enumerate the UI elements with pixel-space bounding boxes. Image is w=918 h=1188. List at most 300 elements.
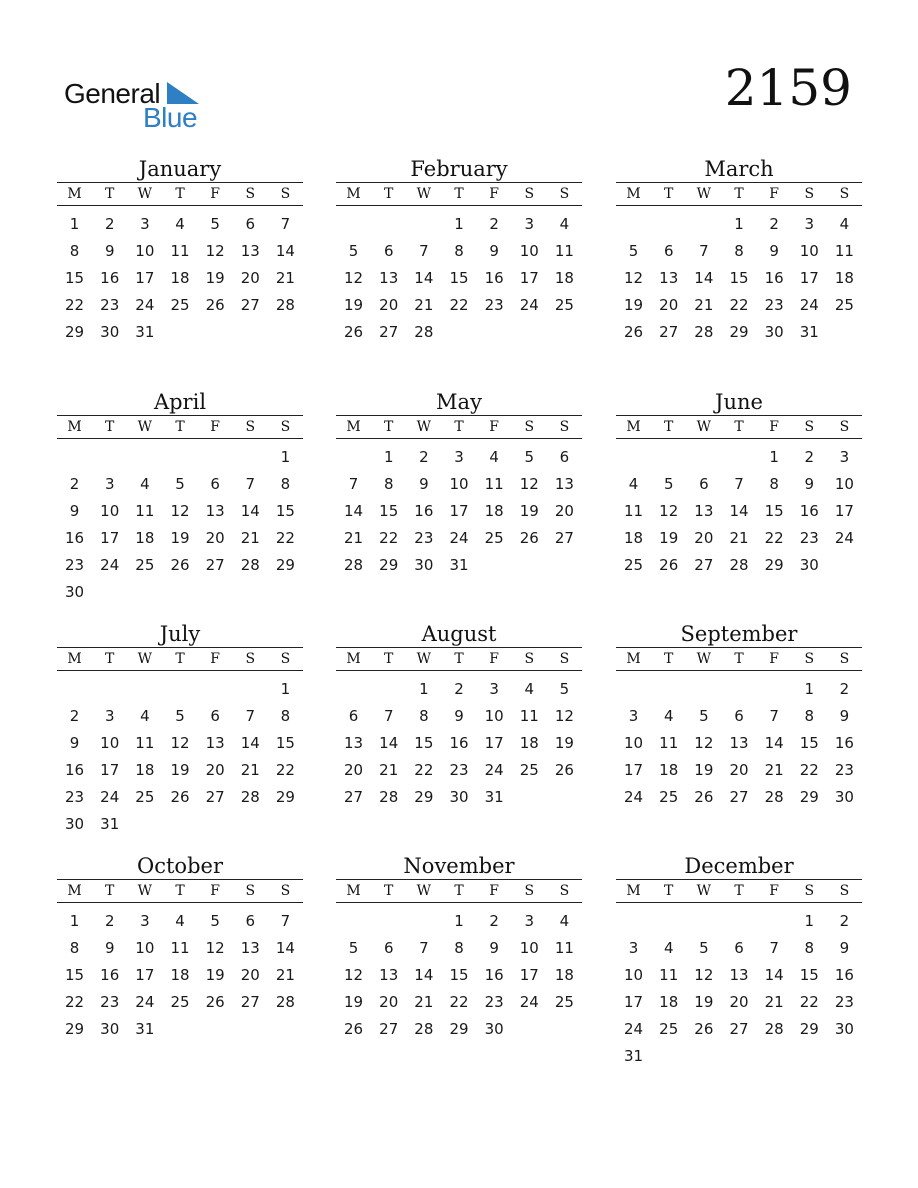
day-cell: [162, 318, 197, 345]
day-cell: 4: [175, 214, 185, 233]
day-cell: 15: [275, 733, 295, 752]
weekday-header: T: [441, 183, 476, 206]
day-cell: [336, 206, 371, 238]
day-cell: 22: [414, 760, 434, 779]
day-cell: 23: [100, 992, 120, 1011]
day-cell: 28: [414, 1019, 434, 1038]
day-cell: 13: [240, 938, 260, 957]
weekday-header: W: [406, 416, 441, 439]
day-cell: 3: [839, 447, 850, 466]
day-cell: 29: [799, 787, 819, 806]
weekday-header: S: [792, 880, 827, 903]
day-cell: 2: [839, 679, 850, 698]
weekday-header: S: [512, 416, 547, 439]
week-row: [57, 810, 303, 837]
day-cell: 21: [764, 992, 784, 1011]
day-cell: 19: [344, 295, 364, 314]
weekday-header: F: [198, 183, 233, 206]
day-cell: [547, 551, 582, 578]
day-cell: 16: [834, 733, 854, 752]
day-cell: 2: [69, 706, 80, 725]
day-cell: 16: [100, 965, 120, 984]
day-cell: 8: [69, 241, 80, 260]
day-cell: [233, 671, 268, 703]
day-cell: 15: [414, 733, 434, 752]
day-cell: 4: [559, 911, 570, 930]
day-cell: 31: [449, 555, 469, 574]
day-cell: 23: [834, 992, 854, 1011]
day-cell: [92, 439, 127, 471]
day-cell: [827, 1042, 862, 1069]
month-table: [336, 879, 582, 1042]
day-cell: 14: [275, 241, 295, 260]
day-cell: 30: [100, 1019, 120, 1038]
week-row: [57, 1015, 303, 1042]
day-cell: 26: [205, 295, 225, 314]
day-cell: 28: [240, 787, 260, 806]
day-cell: 29: [65, 1019, 85, 1038]
day-cell: 27: [240, 992, 260, 1011]
day-cell: [127, 671, 162, 703]
day-cell: 19: [519, 501, 539, 520]
day-cell: 19: [344, 992, 364, 1011]
day-cell: 30: [834, 787, 854, 806]
weekday-header: S: [547, 880, 582, 903]
month-title: January: [138, 157, 222, 181]
month-january: [57, 156, 303, 345]
day-cell: 25: [554, 992, 574, 1011]
day-cell: [162, 1015, 197, 1042]
day-cell: 22: [449, 992, 469, 1011]
weekday-header: W: [406, 183, 441, 206]
week-row: [57, 756, 303, 783]
day-cell: 4: [140, 706, 150, 725]
day-cell: 6: [699, 474, 709, 493]
weekday-header: M: [616, 648, 651, 671]
weekday-header: S: [268, 183, 303, 206]
day-cell: 1: [769, 447, 779, 466]
day-cell: 3: [104, 474, 115, 493]
day-cell: 27: [694, 555, 714, 574]
day-cell: [233, 578, 268, 605]
day-cell: 4: [839, 214, 850, 233]
day-cell: 19: [205, 965, 225, 984]
day-cell: [616, 671, 651, 703]
day-cell: 25: [135, 555, 155, 574]
day-cell: 17: [519, 268, 539, 287]
day-cell: 27: [240, 295, 260, 314]
month-table: [336, 415, 582, 578]
day-cell: [547, 318, 582, 345]
month-november: [336, 853, 582, 1042]
day-cell: 18: [484, 501, 504, 520]
day-cell: 24: [519, 992, 539, 1011]
day-cell: 20: [379, 992, 399, 1011]
weekday-header: F: [477, 880, 512, 903]
weekday-header: F: [757, 416, 792, 439]
day-cell: 10: [484, 706, 504, 725]
day-cell: 25: [659, 1019, 679, 1038]
day-cell: 27: [659, 322, 679, 341]
day-cell: 20: [379, 295, 399, 314]
month-october: [57, 853, 303, 1042]
week-row: [57, 206, 303, 238]
month-table: [616, 647, 862, 810]
day-cell: 9: [489, 938, 499, 957]
day-cell: 12: [694, 965, 714, 984]
weekday-header: T: [441, 880, 476, 903]
day-cell: 11: [519, 706, 539, 725]
day-cell: 20: [694, 528, 714, 547]
day-cell: [547, 783, 582, 810]
day-cell: 26: [344, 1019, 364, 1038]
day-cell: 22: [799, 760, 819, 779]
week-row: [336, 551, 582, 578]
day-cell: 2: [69, 474, 80, 493]
day-cell: 26: [624, 322, 644, 341]
month-july: [57, 621, 303, 837]
day-cell: [721, 903, 756, 935]
month-table: [336, 647, 582, 810]
day-cell: 13: [205, 501, 225, 520]
day-cell: 11: [135, 733, 155, 752]
day-cell: 16: [834, 965, 854, 984]
day-cell: 20: [205, 528, 225, 547]
day-cell: [757, 671, 792, 703]
day-cell: [477, 551, 512, 578]
day-cell: 5: [663, 474, 674, 493]
day-cell: 19: [659, 528, 679, 547]
day-cell: 26: [694, 787, 714, 806]
week-row: [336, 524, 582, 551]
weekday-header: T: [371, 183, 406, 206]
day-cell: [512, 783, 547, 810]
day-cell: 21: [764, 760, 784, 779]
day-cell: [198, 318, 233, 345]
day-cell: 22: [449, 295, 469, 314]
day-cell: 4: [663, 938, 674, 957]
day-cell: 18: [170, 268, 190, 287]
week-row: [57, 961, 303, 988]
day-cell: 18: [519, 733, 539, 752]
day-cell: 25: [484, 528, 504, 547]
day-cell: 11: [484, 474, 504, 493]
week-row: [616, 934, 862, 961]
day-cell: 4: [628, 474, 639, 493]
day-cell: 23: [834, 760, 854, 779]
day-cell: 16: [65, 528, 85, 547]
day-cell: [477, 318, 512, 345]
day-cell: 10: [449, 474, 469, 493]
day-cell: 19: [694, 992, 714, 1011]
day-cell: 27: [729, 1019, 749, 1038]
weekday-header: S: [547, 416, 582, 439]
weekday-header: T: [721, 183, 756, 206]
day-cell: [57, 439, 92, 471]
day-cell: 24: [100, 787, 120, 806]
weekday-header: T: [651, 183, 686, 206]
day-cell: 8: [454, 938, 464, 957]
weekday-header: S: [827, 880, 862, 903]
day-cell: 2: [104, 911, 115, 930]
day-cell: 27: [379, 322, 399, 341]
weekday-header: S: [512, 183, 547, 206]
weekday-header: W: [406, 648, 441, 671]
week-row: [336, 439, 582, 471]
day-cell: 10: [100, 501, 120, 520]
day-cell: 29: [449, 1019, 469, 1038]
day-cell: 30: [414, 555, 434, 574]
logo-text-blue: Blue: [143, 102, 198, 133]
weekday-header: S: [827, 648, 862, 671]
day-cell: 25: [659, 787, 679, 806]
day-cell: 22: [764, 528, 784, 547]
day-cell: [233, 810, 268, 837]
day-cell: 18: [659, 760, 679, 779]
day-cell: 13: [729, 965, 749, 984]
day-cell: 21: [275, 268, 295, 287]
month-title: November: [403, 854, 515, 878]
week-row: [336, 756, 582, 783]
month-title: October: [137, 854, 223, 878]
day-cell: 6: [383, 241, 394, 260]
day-cell: 23: [65, 787, 85, 806]
day-cell: 30: [449, 787, 469, 806]
day-cell: 29: [729, 322, 749, 341]
day-cell: [721, 671, 756, 703]
weekday-header: S: [268, 880, 303, 903]
day-cell: 29: [799, 1019, 819, 1038]
weekday-header: M: [57, 880, 92, 903]
week-row: [616, 551, 862, 578]
week-row: [616, 961, 862, 988]
weekday-header: M: [336, 648, 371, 671]
day-cell: [757, 903, 792, 935]
day-cell: 13: [554, 474, 574, 493]
weekday-header: W: [406, 880, 441, 903]
weekday-header: S: [268, 416, 303, 439]
day-cell: 23: [100, 295, 120, 314]
day-cell: 12: [554, 706, 574, 725]
day-cell: 26: [554, 760, 574, 779]
day-cell: 30: [65, 582, 85, 601]
day-cell: [651, 903, 686, 935]
weekday-header: T: [651, 648, 686, 671]
day-cell: 12: [694, 733, 714, 752]
week-row: [336, 470, 582, 497]
month-title: March: [704, 157, 774, 181]
weekday-header: T: [371, 416, 406, 439]
day-cell: 27: [554, 528, 574, 547]
day-cell: 4: [489, 447, 499, 466]
day-cell: 17: [519, 965, 539, 984]
weekday-header: M: [336, 183, 371, 206]
month-title: July: [159, 622, 201, 646]
day-cell: 6: [663, 241, 674, 260]
day-cell: 6: [245, 911, 256, 930]
day-cell: 23: [764, 295, 784, 314]
day-cell: 1: [804, 911, 815, 930]
day-cell: 1: [69, 214, 80, 233]
day-cell: [686, 903, 721, 935]
day-cell: 7: [769, 706, 779, 725]
day-cell: 27: [205, 555, 225, 574]
month-table: [57, 415, 303, 605]
week-row: [336, 497, 582, 524]
day-cell: 23: [65, 555, 85, 574]
week-row: [616, 237, 862, 264]
day-cell: 11: [170, 938, 190, 957]
day-cell: 5: [210, 911, 220, 930]
day-cell: 14: [414, 965, 434, 984]
day-cell: 30: [65, 814, 85, 833]
day-cell: 14: [414, 268, 434, 287]
week-row: [336, 291, 582, 318]
day-cell: [512, 551, 547, 578]
day-cell: 26: [344, 322, 364, 341]
day-cell: 7: [734, 474, 744, 493]
day-cell: [198, 578, 233, 605]
week-row: [57, 551, 303, 578]
week-row: [336, 237, 582, 264]
day-cell: 5: [524, 447, 535, 466]
day-cell: 22: [729, 295, 749, 314]
day-cell: 21: [240, 528, 260, 547]
day-cell: 20: [205, 760, 225, 779]
day-cell: 12: [659, 501, 679, 520]
day-cell: 20: [729, 760, 749, 779]
day-cell: [686, 671, 721, 703]
weekday-header: S: [827, 183, 862, 206]
day-cell: 13: [379, 268, 399, 287]
weekday-header: S: [792, 416, 827, 439]
day-cell: [441, 318, 476, 345]
day-cell: 3: [454, 447, 464, 466]
day-cell: 20: [240, 268, 260, 287]
day-cell: 17: [100, 528, 120, 547]
month-august: [336, 621, 582, 810]
week-row: [57, 524, 303, 551]
day-cell: 4: [663, 706, 674, 725]
week-row: [336, 702, 582, 729]
day-cell: 17: [484, 733, 504, 752]
week-row: [336, 988, 582, 1015]
day-cell: 21: [344, 528, 364, 547]
day-cell: 24: [799, 295, 819, 314]
day-cell: 14: [240, 733, 260, 752]
day-cell: 9: [69, 501, 80, 520]
day-cell: 3: [104, 706, 115, 725]
day-cell: 31: [135, 322, 155, 341]
day-cell: 27: [344, 787, 364, 806]
weekday-header: W: [686, 183, 721, 206]
weekday-header: S: [792, 183, 827, 206]
month-june: [616, 389, 862, 578]
day-cell: 12: [170, 733, 190, 752]
day-cell: 30: [484, 1019, 504, 1038]
week-row: [57, 783, 303, 810]
month-title: May: [436, 390, 482, 414]
day-cell: 10: [799, 241, 819, 260]
day-cell: 9: [69, 733, 80, 752]
day-cell: 19: [554, 733, 574, 752]
day-cell: 6: [559, 447, 570, 466]
day-cell: 29: [379, 555, 399, 574]
day-cell: 24: [484, 760, 504, 779]
weekday-header: T: [162, 880, 197, 903]
day-cell: [547, 1015, 582, 1042]
day-cell: 19: [170, 528, 190, 547]
day-cell: 23: [414, 528, 434, 547]
day-cell: 21: [414, 295, 434, 314]
week-row: [336, 729, 582, 756]
day-cell: [336, 903, 371, 935]
weekday-header: F: [477, 183, 512, 206]
week-row: [336, 961, 582, 988]
day-cell: 26: [659, 555, 679, 574]
week-row: [57, 578, 303, 605]
weekday-header: M: [616, 880, 651, 903]
weekday-header: S: [547, 648, 582, 671]
day-cell: 7: [348, 474, 359, 493]
day-cell: 23: [484, 295, 504, 314]
day-cell: 15: [799, 965, 819, 984]
day-cell: 6: [210, 706, 220, 725]
day-cell: 28: [729, 555, 749, 574]
week-row: [336, 206, 582, 238]
week-row: [336, 1015, 582, 1042]
day-cell: 24: [624, 1019, 644, 1038]
weekday-header: S: [233, 648, 268, 671]
week-row: [616, 671, 862, 703]
day-cell: 31: [100, 814, 120, 833]
day-cell: 15: [275, 501, 295, 520]
day-cell: 25: [624, 555, 644, 574]
day-cell: [686, 206, 721, 238]
day-cell: [92, 671, 127, 703]
weekday-header: T: [721, 880, 756, 903]
weekday-header: T: [721, 648, 756, 671]
day-cell: 14: [379, 733, 399, 752]
day-cell: 18: [170, 965, 190, 984]
month-title: August: [421, 622, 497, 646]
day-cell: 24: [834, 528, 854, 547]
day-cell: 8: [804, 706, 815, 725]
logo-triangle-icon: [167, 82, 199, 104]
day-cell: 15: [799, 733, 819, 752]
day-cell: 21: [275, 965, 295, 984]
week-row: [616, 988, 862, 1015]
day-cell: 17: [834, 501, 854, 520]
week-row: [57, 470, 303, 497]
day-cell: 11: [170, 241, 190, 260]
day-cell: [268, 318, 303, 345]
day-cell: 8: [419, 706, 429, 725]
day-cell: 2: [454, 679, 464, 698]
weekday-header: S: [268, 648, 303, 671]
day-cell: 11: [624, 501, 644, 520]
generalblue-logo: [64, 76, 204, 136]
day-cell: 14: [240, 501, 260, 520]
day-cell: 24: [449, 528, 469, 547]
day-cell: 19: [694, 760, 714, 779]
day-cell: 3: [628, 706, 639, 725]
week-row: [616, 264, 862, 291]
day-cell: 22: [65, 992, 85, 1011]
day-cell: 29: [414, 787, 434, 806]
day-cell: 13: [344, 733, 364, 752]
day-cell: 16: [65, 760, 85, 779]
